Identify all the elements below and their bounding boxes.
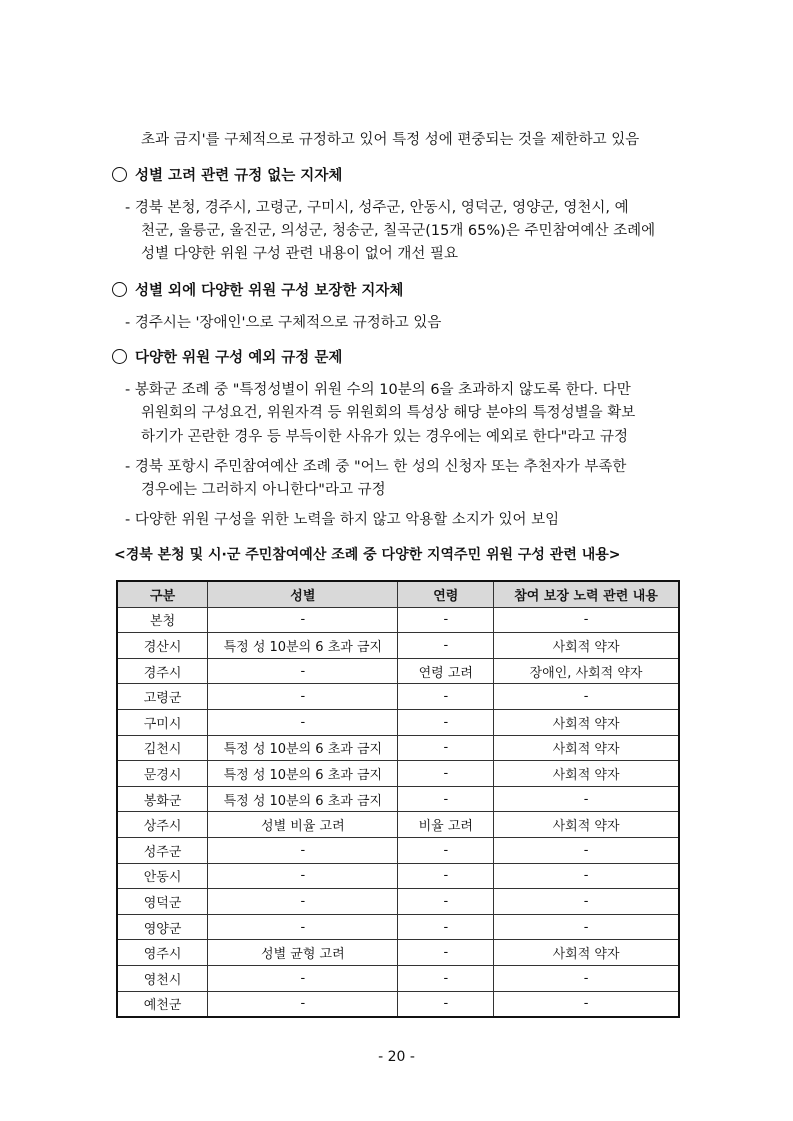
- table-row: [117, 786, 679, 812]
- table-cell: -: [398, 786, 494, 812]
- header-age: 연령: [398, 581, 494, 607]
- table-header-row: [117, 581, 679, 607]
- table-row: [117, 735, 679, 761]
- table-cell: 본청: [117, 607, 208, 633]
- table-cell: -: [398, 965, 494, 991]
- table-cell: -: [208, 658, 398, 684]
- table-row: [117, 658, 679, 684]
- table-cell: 문경시: [117, 761, 208, 787]
- committee-composition-table: [116, 580, 680, 1018]
- table-cell: 사회적 약자: [494, 633, 679, 659]
- table-cell: -: [398, 914, 494, 940]
- table-cell: -: [208, 607, 398, 633]
- table-cell: 사회적 약자: [494, 812, 679, 838]
- page-number: - 20 -: [378, 1049, 415, 1065]
- table-cell: -: [494, 607, 679, 633]
- table-cell: 김천시: [117, 735, 208, 761]
- table-cell: 특정 성 10분의 6 초과 금지: [208, 633, 398, 659]
- table-row: [117, 709, 679, 735]
- section-heading-text: 성별 고려 관련 규정 없는 지자체: [135, 168, 343, 184]
- table-row: [117, 863, 679, 889]
- table-cell: 특정 성 10분의 6 초과 금지: [208, 786, 398, 812]
- section-line: - 경주시는 '장애인'으로 구체적으로 규정하고 있음: [125, 315, 442, 331]
- header-participation: 참여 보장 노력 관련 내용: [494, 581, 679, 607]
- table-cell: -: [398, 761, 494, 787]
- section-line: 천군, 울릉군, 울진군, 의성군, 청송군, 칠곡군(15개 65%)은 주민참여예산 조례에: [141, 223, 656, 239]
- section-heading-text: 다양한 위원 구성 예외 규정 문제: [135, 350, 343, 366]
- table-cell: -: [494, 914, 679, 940]
- section-heading-exception-problem: [112, 348, 342, 368]
- table-cell: 사회적 약자: [494, 940, 679, 966]
- table-cell: -: [494, 889, 679, 915]
- table-cell: -: [208, 991, 398, 1017]
- table-cell: -: [398, 889, 494, 915]
- section-line: - 경북 포항시 주민참여예산 조례 중 "어느 한 성의 신청자 또는 추천자가 부족한: [125, 459, 627, 475]
- table-cell: 경산시: [117, 633, 208, 659]
- section-heading-no-gender-rule: [112, 166, 342, 186]
- table-cell: 성별 균형 고려: [208, 940, 398, 966]
- table-cell: -: [494, 863, 679, 889]
- table-cell: 봉화군: [117, 786, 208, 812]
- table-cell: 고령군: [117, 684, 208, 710]
- table-row: [117, 812, 679, 838]
- table-cell: -: [208, 914, 398, 940]
- table-row: [117, 965, 679, 991]
- table-cell: 안동시: [117, 863, 208, 889]
- table-cell: -: [494, 786, 679, 812]
- table-cell: -: [494, 837, 679, 863]
- table-cell: 예천군: [117, 991, 208, 1017]
- table-cell: 장애인, 사회적 약자: [494, 658, 679, 684]
- table-cell: 성주군: [117, 837, 208, 863]
- table-caption: <경북 본청 및 시·군 주민참여예산 조례 중 다양한 지역주민 위원 구성 관련 내용>: [114, 547, 621, 563]
- table-cell: 영덕군: [117, 889, 208, 915]
- table-cell: -: [398, 837, 494, 863]
- table-row: [117, 914, 679, 940]
- section-line: - 봉화군 조례 중 "특정성별이 위원 수의 10분의 6을 초과하지 않도록 한다. 다만: [125, 382, 631, 398]
- table-cell: 연령 고려: [398, 658, 494, 684]
- table-cell: -: [208, 965, 398, 991]
- table-cell: -: [208, 889, 398, 915]
- table-cell: -: [494, 684, 679, 710]
- header-gender: 성별: [208, 581, 398, 607]
- table-cell: -: [208, 709, 398, 735]
- section-line: - 다양한 위원 구성을 위한 노력을 하지 않고 악용할 소지가 있어 보임: [125, 512, 560, 528]
- table-cell: 특정 성 10분의 6 초과 금지: [208, 735, 398, 761]
- paragraph-continuation: 초과 금지'를 구체적으로 규정하고 있어 특정 성에 편중되는 것을 제한하고 있음: [141, 132, 640, 148]
- table-row: [117, 633, 679, 659]
- table-cell: 특정 성 10분의 6 초과 금지: [208, 761, 398, 787]
- table-cell: 사회적 약자: [494, 761, 679, 787]
- table-cell: 영양군: [117, 914, 208, 940]
- table-cell: 경주시: [117, 658, 208, 684]
- section-heading-diverse-members: [112, 281, 403, 301]
- table-row: [117, 991, 679, 1017]
- table-row: [117, 607, 679, 633]
- table-row: [117, 889, 679, 915]
- circle-bullet-icon: [112, 167, 127, 182]
- table-row: [117, 684, 679, 710]
- table-cell: 사회적 약자: [494, 735, 679, 761]
- header-region: 구분: [117, 581, 208, 607]
- section-line: 위원회의 구성요건, 위원자격 등 위원회의 특성상 해당 분야의 특정성별을 확보: [141, 405, 636, 421]
- table-cell: 상주시: [117, 812, 208, 838]
- table-cell: 영주시: [117, 940, 208, 966]
- table-cell: -: [398, 863, 494, 889]
- table-row: [117, 940, 679, 966]
- table-row: [117, 837, 679, 863]
- table-cell: -: [398, 633, 494, 659]
- circle-bullet-icon: [112, 349, 127, 364]
- table-cell: -: [398, 684, 494, 710]
- table-cell: -: [398, 991, 494, 1017]
- table-cell: 사회적 약자: [494, 709, 679, 735]
- table-cell: -: [494, 991, 679, 1017]
- table-cell: -: [208, 837, 398, 863]
- table-cell: -: [398, 607, 494, 633]
- table-cell: 영천시: [117, 965, 208, 991]
- table-cell: -: [398, 709, 494, 735]
- table-cell: -: [208, 863, 398, 889]
- section-line: - 경북 본청, 경주시, 고령군, 구미시, 성주군, 안동시, 영덕군, 영양군, 영천시, 예: [125, 200, 629, 216]
- table-cell: 성별 비율 고려: [208, 812, 398, 838]
- section-heading-text: 성별 외에 다양한 위원 구성 보장한 지자체: [135, 283, 404, 299]
- table-cell: 구미시: [117, 709, 208, 735]
- table-cell: -: [398, 735, 494, 761]
- table-cell: -: [494, 965, 679, 991]
- section-line: 하기가 곤란한 경우 등 부득이한 사유가 있는 경우에는 예외로 한다"라고 규정: [141, 429, 628, 445]
- section-line: 성별 다양한 위원 구성 관련 내용이 없어 개선 필요: [141, 246, 459, 262]
- table-cell: -: [208, 684, 398, 710]
- circle-bullet-icon: [112, 282, 127, 297]
- table-row: [117, 761, 679, 787]
- section-line: 경우에는 그러하지 아니한다"라고 규정: [141, 482, 386, 498]
- table-cell: -: [398, 940, 494, 966]
- table-cell: 비율 고려: [398, 812, 494, 838]
